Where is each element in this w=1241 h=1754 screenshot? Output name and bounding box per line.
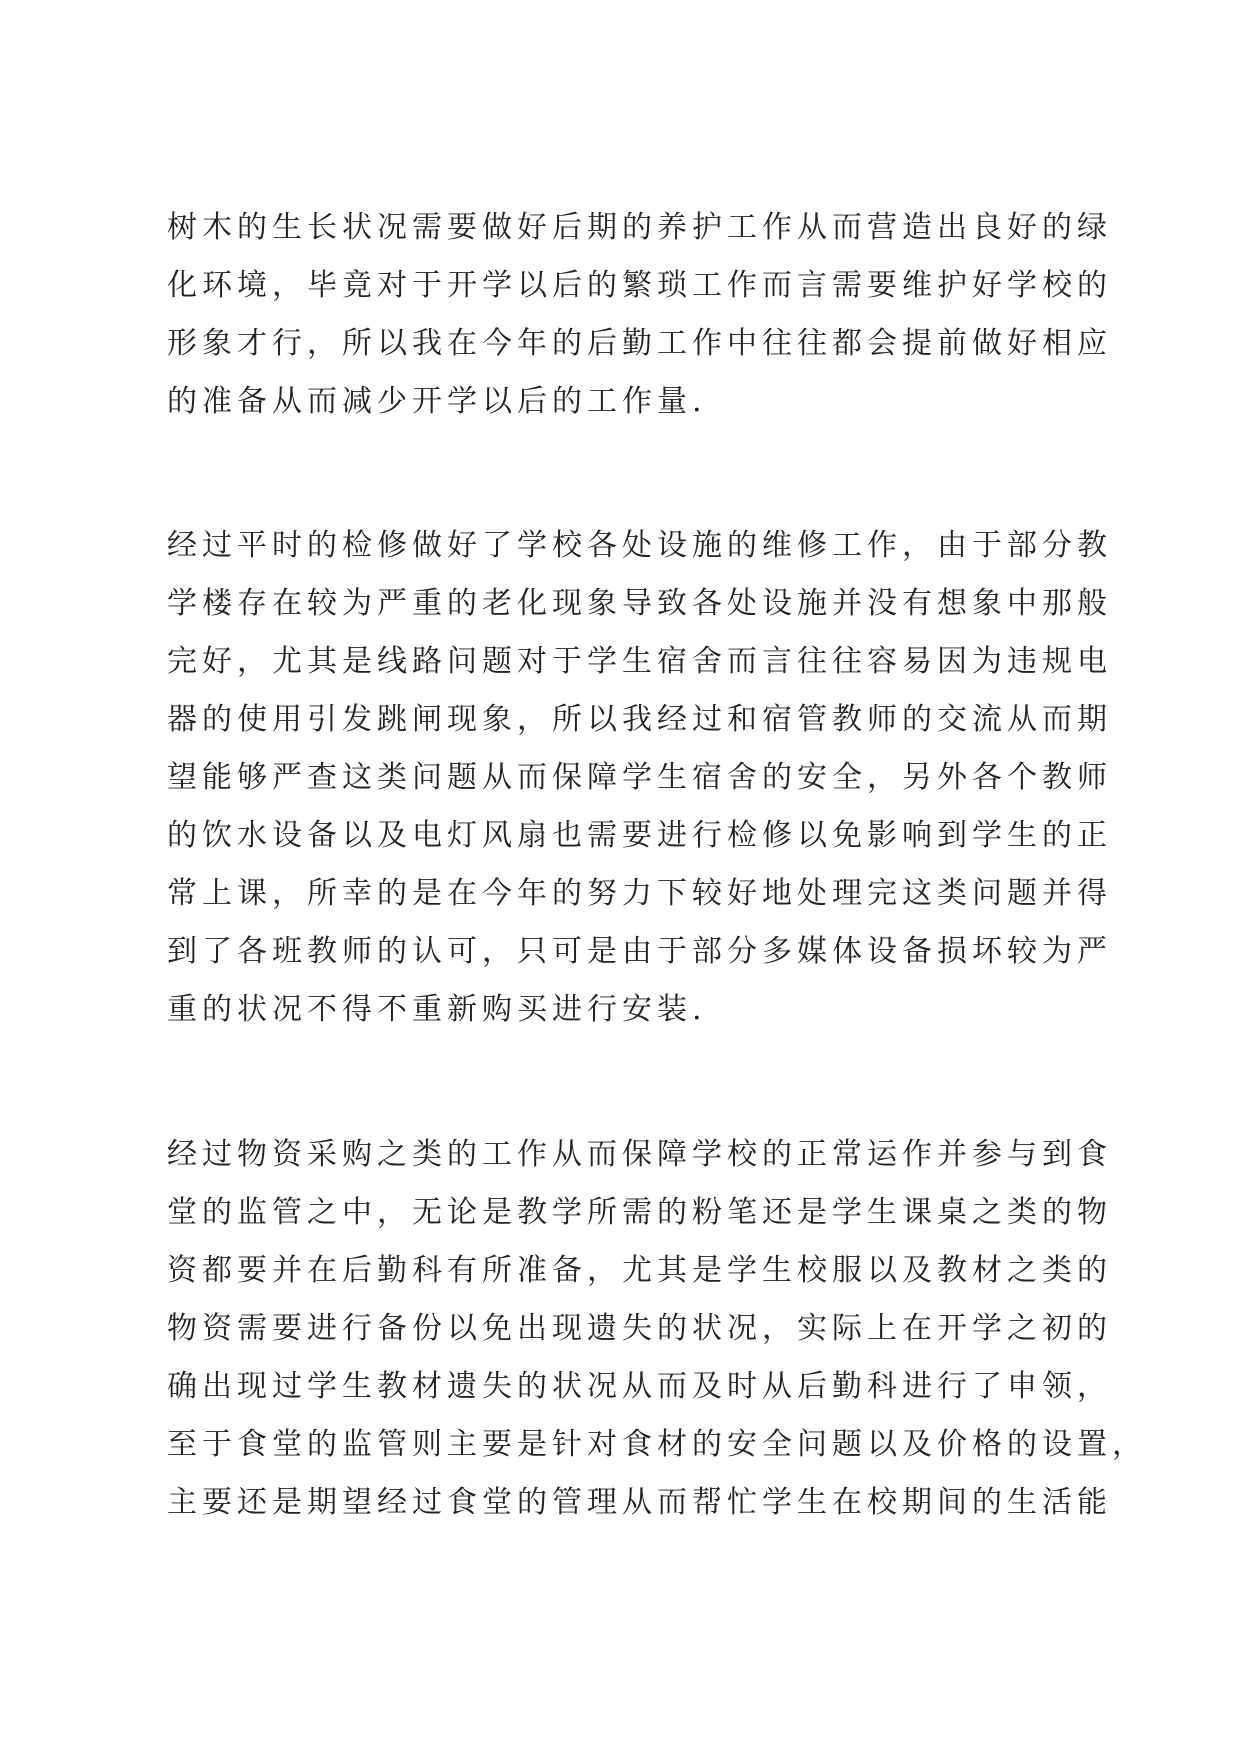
text-line: 经过平时的检修做好了学校各处设施的维修工作，由于部分教 xyxy=(167,528,1112,563)
text-line: 望能够严查这类问题从而保障学生宿舍的安全，另外各个教师 xyxy=(167,760,1112,795)
text-line: 物资需要进行备份以免出现遗失的状况，实际上在开学之初的 xyxy=(167,1311,1112,1346)
text-line: 形象才行，所以我在今年的后勤工作中往往都会提前做好相应 xyxy=(167,326,1112,361)
text-line: 器的使用引发跳闸现象，所以我经过和宿管教师的交流从而期 xyxy=(167,702,1112,737)
text-line: 重的状况不得不重新购买进行安装. xyxy=(167,992,707,1027)
text-line: 堂的监管之中，无论是教学所需的粉笔还是学生课桌之类的物 xyxy=(167,1195,1112,1230)
text-line: 资都要并在后勤科有所准备，尤其是学生校服以及教材之类的 xyxy=(167,1253,1112,1288)
text-line: 主要还是期望经过食堂的管理从而帮忙学生在校期间的生活能 xyxy=(167,1485,1112,1520)
text-line: 完好，尤其是线路问题对于学生宿舍而言往往容易因为违规电 xyxy=(167,644,1112,679)
text-line: 确出现过学生教材遗失的状况从而及时从后勤科进行了申领， xyxy=(167,1369,1112,1404)
text-line: 化环境，毕竟对于开学以后的繁琐工作而言需要维护好学校的 xyxy=(167,268,1112,303)
text-line: 到了各班教师的认可，只可是由于部分多媒体设备损坏较为严 xyxy=(167,934,1112,969)
text-line: 的准备从而减少开学以后的工作量. xyxy=(167,384,707,419)
text-line: 经过物资采购之类的工作从而保障学校的正常运作并参与到食 xyxy=(167,1137,1112,1172)
text-line: 常上课，所幸的是在今年的努力下较好地处理完这类问题并得 xyxy=(167,876,1112,911)
text-line: 的饮水设备以及电灯风扇也需要进行检修以免影响到学生的正 xyxy=(167,818,1112,853)
text-line: 学楼存在较为严重的老化现象导致各处设施并没有想象中那般 xyxy=(167,586,1112,621)
text-line: 树木的生长状况需要做好后期的养护工作从而营造出良好的绿 xyxy=(167,210,1112,245)
text-line: 至于食堂的监管则主要是针对食材的安全问题以及价格的设置， xyxy=(167,1427,1147,1462)
